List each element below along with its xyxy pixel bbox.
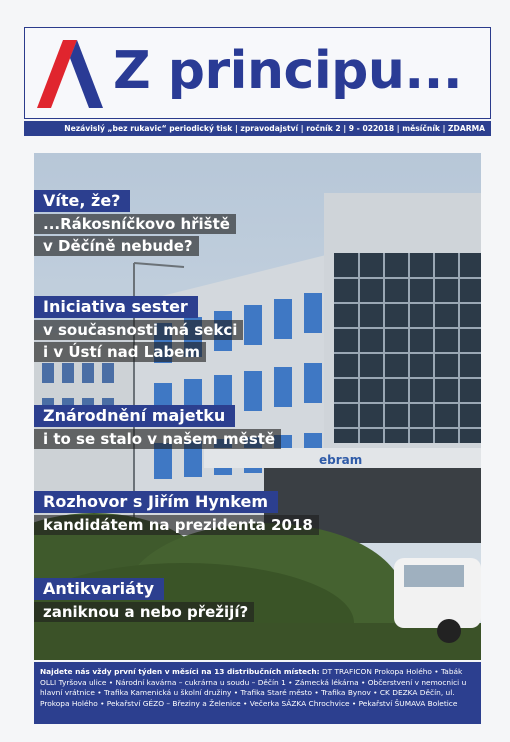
building-sign: ebram xyxy=(319,453,363,467)
story-heading: Iniciativa sester xyxy=(34,296,198,318)
masthead-title: Z principu... xyxy=(113,41,463,101)
story-line: v Děčíně nebude? xyxy=(34,236,199,256)
story-antikvariaty[interactable] xyxy=(34,578,254,622)
distribution-lead: Najdete nás vždy první týden v měsíci na 13 distribučních místech: xyxy=(40,667,320,676)
story-line: i v Ústí nad Labem xyxy=(34,342,206,362)
masthead-subtitle: Nezávislý „bez rukavic“ periodický tisk | zpravodajství | ročník 2 | 9 - 022018 | měsíčník | ZDARMA xyxy=(24,121,491,136)
story-heading: Znárodnění majetku xyxy=(34,405,235,427)
logo-a-icon xyxy=(37,40,103,108)
story-line: i to se stalo v našem městě xyxy=(34,429,281,449)
cover-photo xyxy=(34,153,481,660)
story-rozhovor[interactable] xyxy=(34,491,319,535)
story-line: ...Rákosníčkovo hřiště xyxy=(34,214,236,234)
story-iniciativa-sester[interactable] xyxy=(34,296,243,362)
story-heading: Rozhovor s Jiřím Hynkem xyxy=(34,491,278,513)
story-line: kandidátem na prezidenta 2018 xyxy=(34,515,319,535)
story-vite-ze[interactable] xyxy=(34,190,236,256)
story-line: v současnosti má sekci xyxy=(34,320,243,340)
story-heading: Víte, že? xyxy=(34,190,130,212)
distribution-box xyxy=(34,662,481,724)
story-znarodneni[interactable] xyxy=(34,405,281,449)
distribution-places: DT TRAFICON Prokopa Holého • Tabák OLLI Tyršova ulice • Národní kavárna – cukrárna u soudu – Děčín 1 • Zámecká lékárna • Občerstvení v nemocnici u hlavní vrátnice • Trafika Kamenická u školní družiny • Trafika Staré město • Trafika Bynov • CK DEZKA Děčín, ul. Prokopa Holého • Pekařství GÉZO – Březiny a Želenice • Večerka SÁZKA Chrochvice • Pekařství ŠUMAVA Boletice xyxy=(40,667,467,708)
story-line: zaniknou a nebo přežijí? xyxy=(34,602,254,622)
story-heading: Antikvariáty xyxy=(34,578,164,600)
masthead-box xyxy=(24,27,491,119)
